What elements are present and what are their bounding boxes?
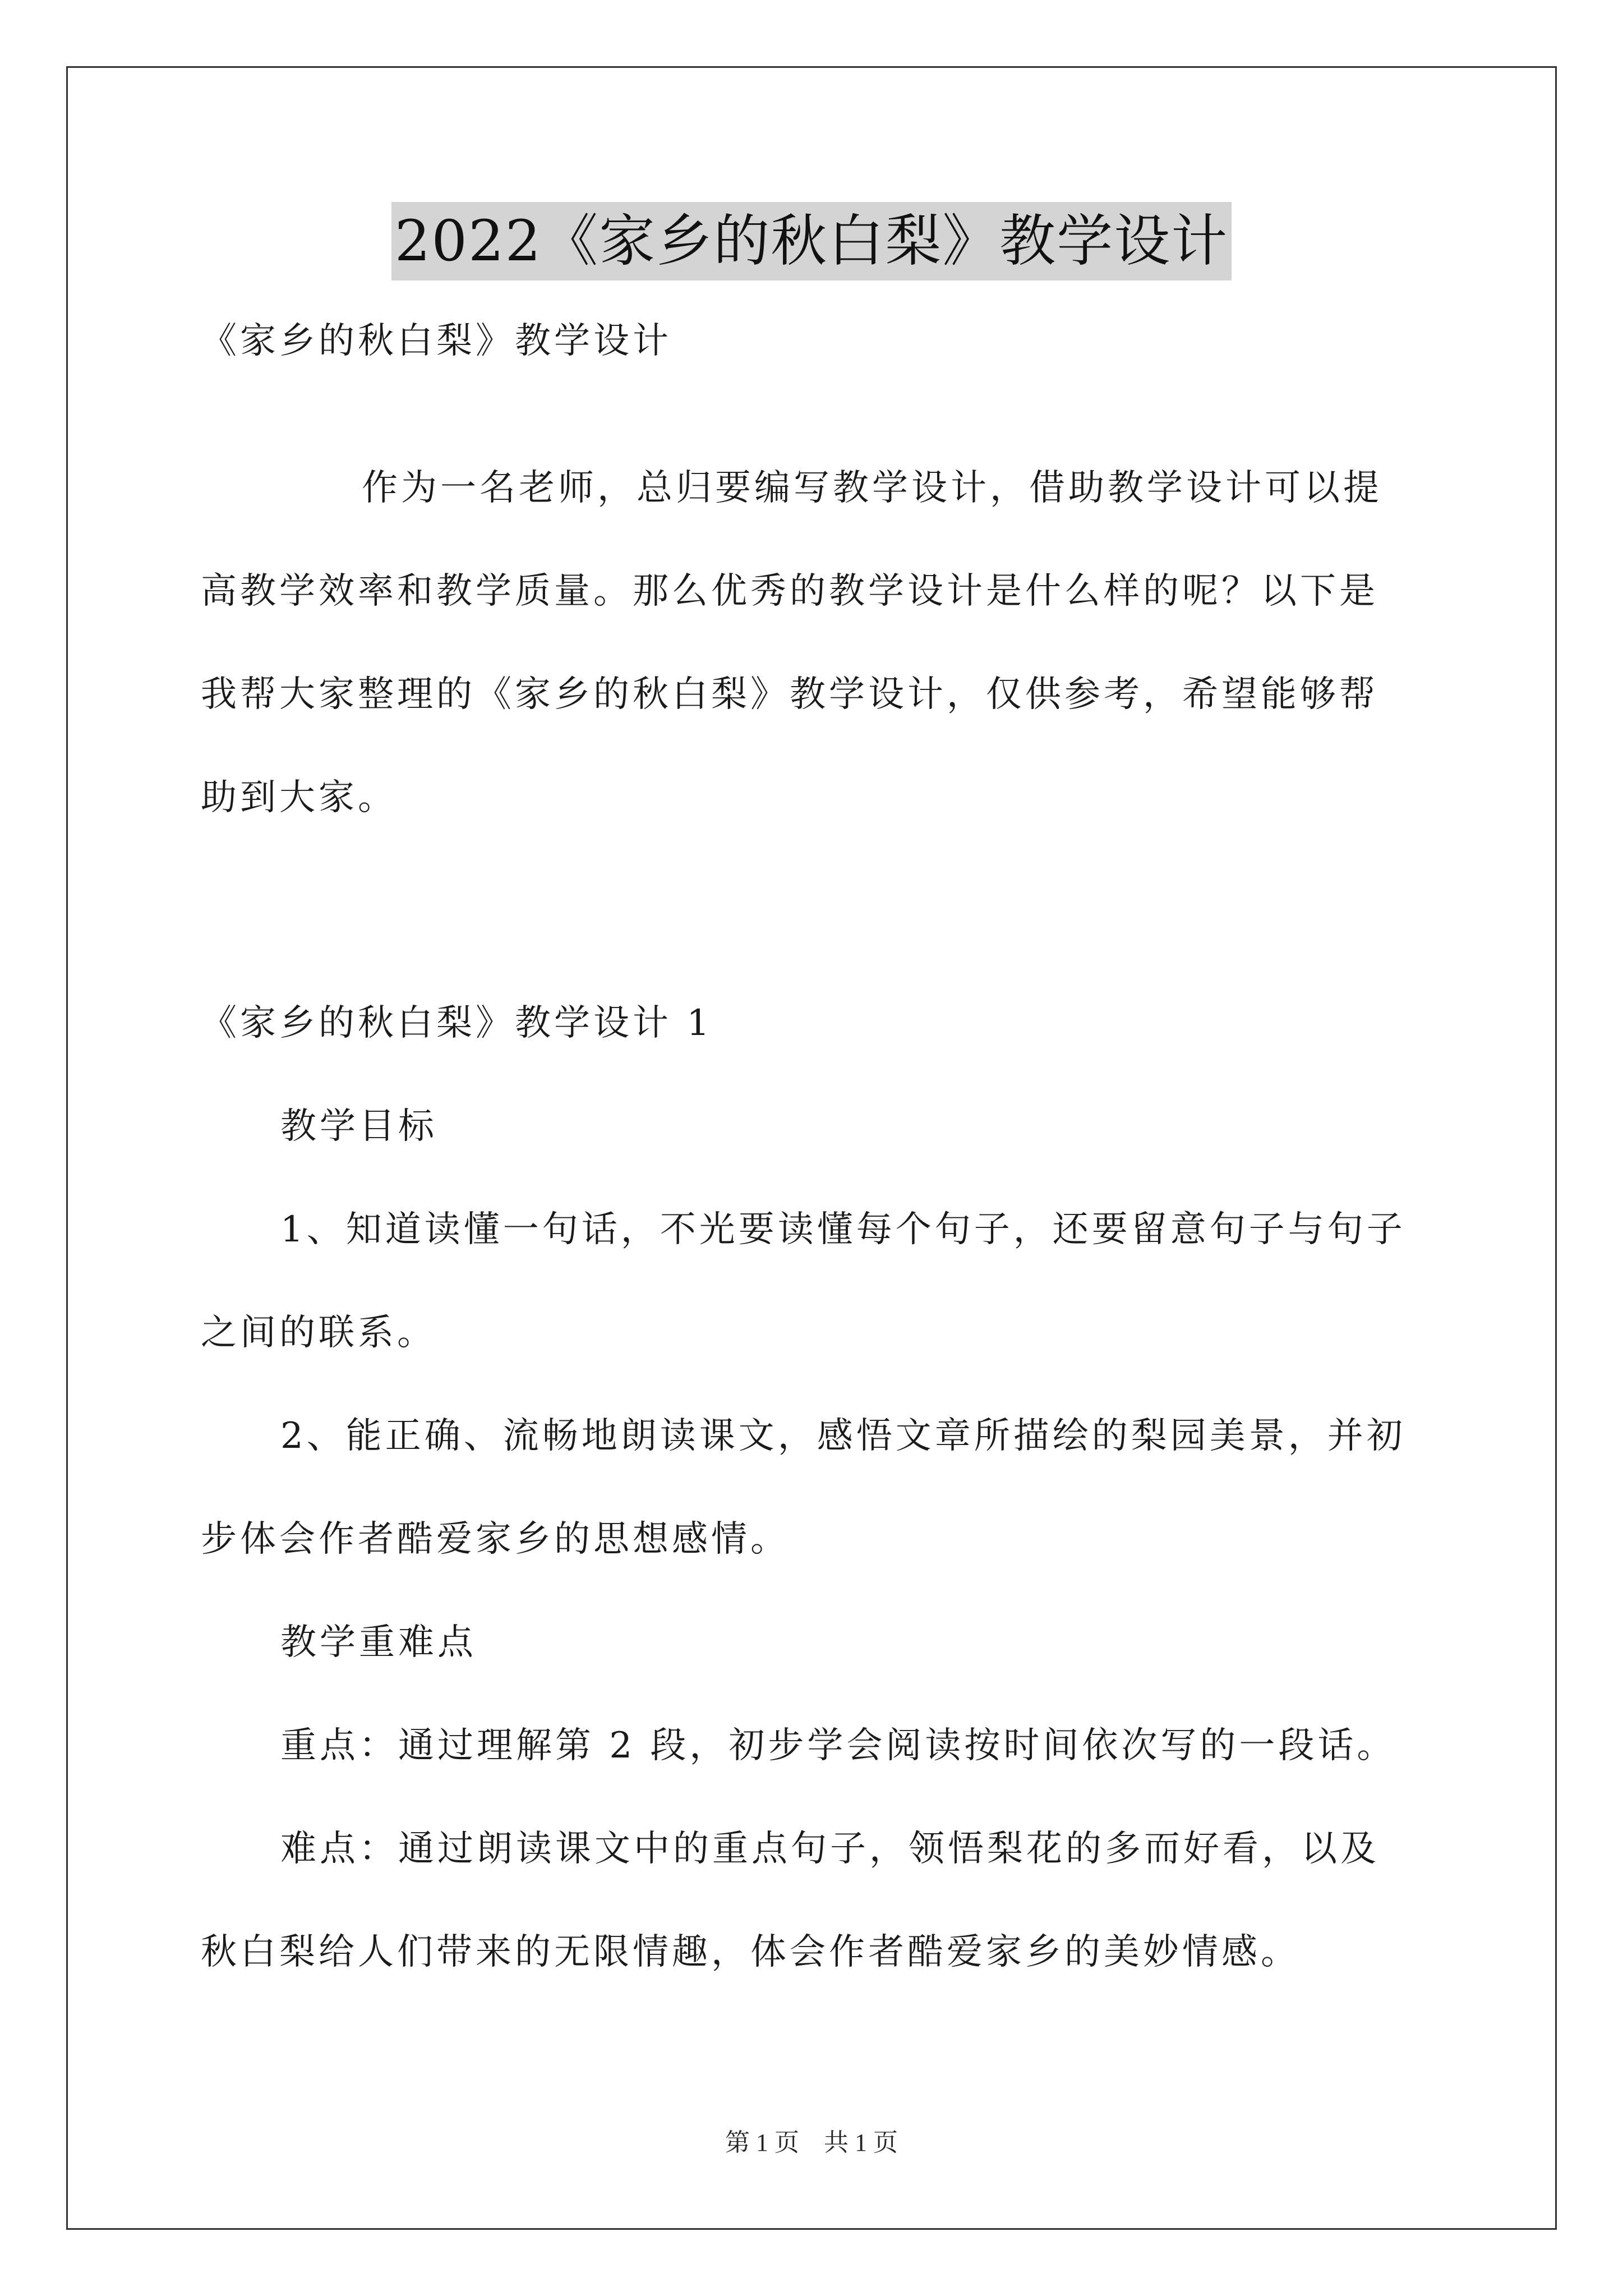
- title-container: [0, 202, 1623, 280]
- intro-line-1: 作为一名老师，总归要编写教学设计，借助教学设计可以提: [362, 467, 1382, 509]
- subtitle-line: 《家乡的秋白梨》教学设计: [201, 320, 672, 362]
- key-points-heading: 教学重难点: [280, 1622, 477, 1663]
- objectives-heading: 教学目标: [280, 1106, 437, 1147]
- objective-1-line-1: 1、知道读懂一句话，不光要读懂每个句子，还要留意句子与句子: [280, 1209, 1406, 1250]
- difficulty-line-2: 秋白梨给人们带来的无限情趣，体会作者酷爱家乡的美妙情感。: [201, 1931, 1300, 1973]
- intro-line-4: 助到大家。: [201, 777, 397, 818]
- document-title: 2022《家乡的秋白梨》教学设计: [391, 202, 1232, 280]
- intro-line-3: 我帮大家整理的《家乡的秋白梨》教学设计，仅供参考，希望能够帮: [201, 674, 1378, 715]
- objective-2-line-2: 步体会作者酷爱家乡的思想感情。: [201, 1519, 790, 1560]
- intro-line-2: 高教学效率和教学质量。那么优秀的教学设计是什么样的呢？以下是: [201, 570, 1378, 612]
- difficulty-line-1: 难点：通过朗读课文中的重点句子，领悟梨花的多而好看，以及: [280, 1828, 1380, 1870]
- page-footer: 第 1 页 共 1 页: [725, 2129, 898, 2156]
- objective-2-line-1: 2、能正确、流畅地朗读课文，感悟文章所描绘的梨园美景，并初: [280, 1415, 1406, 1457]
- key-point-line: 重点：通过理解第 2 段，初步学会阅读按时间依次写的一段话。: [280, 1725, 1396, 1766]
- objective-1-line-2: 之间的联系。: [201, 1312, 436, 1354]
- section-heading: 《家乡的秋白梨》教学设计 1: [201, 1002, 713, 1044]
